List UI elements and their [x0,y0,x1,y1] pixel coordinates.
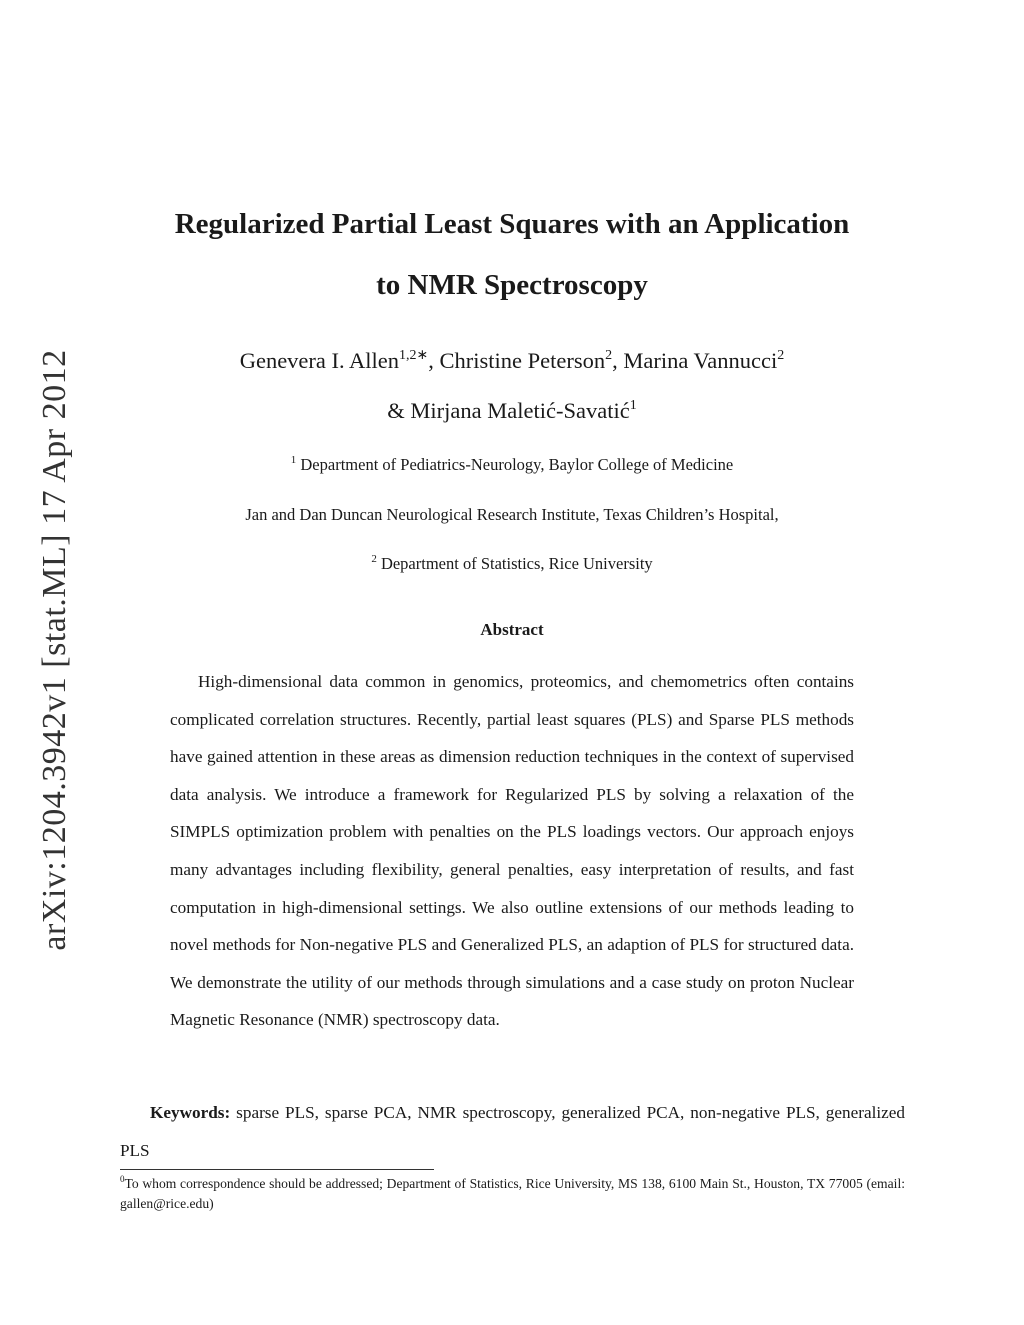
author-affil-mark: 1,2∗ [399,348,429,363]
author-name: Christine Peterson [439,348,606,373]
affiliations [0,440,1024,589]
paper-title [0,194,1024,316]
author-line-1: Genevera I. Allen$^{1,2∗}$, Christine Peterson$^2$, Marina Vannucci$^2$ [239,348,785,373]
footnote-mark: 0 [120,1174,125,1184]
keywords [120,1094,905,1170]
author-list [0,336,1024,436]
author-name: Genevera I. Allen [239,348,400,373]
footnote [120,1174,905,1214]
author-name: Marina Vannucci [623,348,778,373]
affiliation-mark: 2 [371,553,377,565]
affiliation-1: $^1$ Department of Pediatrics-Neurology, Baylor College of Medicine [290,454,734,474]
abstract-text: High-dimensional data common in genomics, proteomics, and chemometrics often contains complicated correlation structures. Recently, partial least squares (PLS) and Sparse PLS methods have gained attention in these areas as dimension reduction techniques in the context of supervised data analysis. We introduce a framework for Regularized PLS by solving a relaxation of the SIMPLS optimization problem with penalties on the PLS loadings vectors. Our approach enjoys many advantages including flexibility, general penalties, easy interpretation of results, and fast computation in high-dimensional settings. We also outline extensions of our methods leading to novel methods for Non-negative PLS and Generalized PLS, an adaption of PLS for structured data. We demonstrate the utility of our methods through simulations and a case study on proton Nuclear Magnetic Resonance (NMR) spectroscopy data. [170,672,854,1030]
abstract-heading: Abstract [480,620,544,639]
affiliation-1-line-2: Jan and Dan Duncan Neurological Research Institute, Texas Children’s Hospital, [245,504,779,524]
footnote-divider [120,1169,434,1170]
affiliation-2: $^2$ Department of Statistics, Rice University [371,553,653,573]
arxiv-side-stamp: arXiv:1204.3942v1 [stat.ML] 17 Apr 2012 [36,349,73,951]
keywords-label: Keywords: [150,1103,231,1122]
title-line-2: to NMR Spectroscopy [376,269,648,301]
author-name: & Mirjana Maletić-Savatić [387,398,630,423]
author-affil-mark: 2 [605,348,613,363]
affiliation-mark: 1 [290,454,297,466]
title-line-1: Regularized Partial Least Squares with an Application [174,208,850,240]
footnote-text: To whom correspondence should be addressed; Department of Statistics, Rice University, MS 138, 6100 Main St., Houston, TX 77005 (email: gallen@rice.edu) [120,1176,905,1211]
keywords-text: sparse PLS, sparse PCA, NMR spectroscopy, generalized PCA, non-negative PLS, generalized PLS [120,1103,905,1160]
corresponding-mark: ∗ [416,348,429,363]
author-line-2 [0,386,1024,436]
author-affil-mark: 2 [777,348,785,363]
author-affil-mark: 1 [629,398,637,413]
